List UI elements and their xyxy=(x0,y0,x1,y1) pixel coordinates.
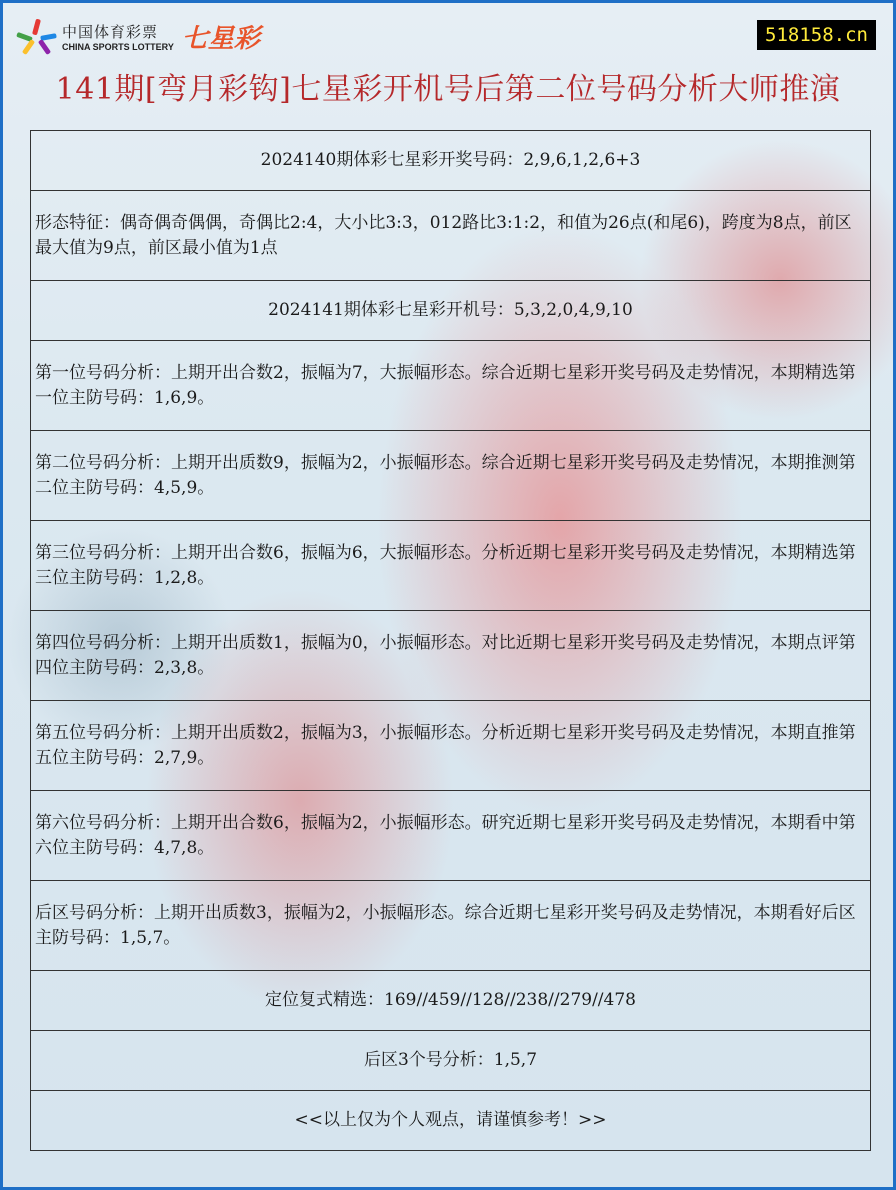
position-1-analysis: 第一位号码分析：上期开出合数2，振幅为7，大振幅形态。综合近期七星彩开奖号码及走势情况，本期精选第一位主防号码：1,6,9。 xyxy=(31,341,871,431)
table-row xyxy=(31,611,871,701)
previous-draw-result: 2024140期体彩七星彩开奖号码：2,9,6,1,2,6+3 xyxy=(31,131,871,191)
back-zone-analysis: 后区号码分析：上期开出质数3，振幅为2，小振幅形态。综合近期七星彩开奖号码及走势情况，本期看好后区主防号码：1,5,7。 xyxy=(31,881,871,971)
site-badge[interactable]: 518158.cn xyxy=(757,20,876,50)
table-row xyxy=(31,1091,871,1151)
analysis-table xyxy=(30,130,871,1151)
position-5-analysis: 第五位号码分析：上期开出质数2，振幅为3，小振幅形态。分析近期七星彩开奖号码及走势情况，本期直推第五位主防号码：2,7,9。 xyxy=(31,701,871,791)
positional-picks: 定位复式精选：169//459//128//238//279//478 xyxy=(31,971,871,1031)
page-title: 141期[弯月彩钩]七星彩开机号后第二位号码分析大师推演 xyxy=(55,72,841,107)
disclaimer: <<以上仅为个人观点，请谨慎参考！>> xyxy=(31,1091,871,1151)
table-row xyxy=(31,281,871,341)
table-row xyxy=(31,431,871,521)
table-row xyxy=(31,341,871,431)
position-3-analysis: 第三位号码分析：上期开出合数6，振幅为6，大振幅形态。分析近期七星彩开奖号码及走势情况，本期精选第三位主防号码：1,2,8。 xyxy=(31,521,871,611)
table-row xyxy=(31,521,871,611)
position-4-analysis: 第四位号码分析：上期开出质数1，振幅为0，小振幅形态。对比近期七星彩开奖号码及走势情况，本期点评第四位主防号码：2,3,8。 xyxy=(31,611,871,701)
pattern-features: 形态特征：偶奇偶奇偶偶，奇偶比2:4，大小比3:3，012路比3:1:2，和值为26点(和尾6)，跨度为8点，前区最大值为9点，前区最小值为1点 xyxy=(31,191,871,281)
logo-cn-text: 中国体育彩票 xyxy=(62,24,159,41)
position-2-analysis: 第二位号码分析：上期开出质数9，振幅为2，小振幅形态。综合近期七星彩开奖号码及走势情况，本期推测第二位主防号码：4,5,9。 xyxy=(31,431,871,521)
position-6-analysis: 第六位号码分析：上期开出合数6，振幅为2，小振幅形态。研究近期七星彩开奖号码及走势情况，本期看中第六位主防号码：4,7,8。 xyxy=(31,791,871,881)
table-row xyxy=(31,791,871,881)
game-logo: 七星彩 xyxy=(181,23,260,53)
back-zone-picks: 后区3个号分析：1,5,7 xyxy=(31,1031,871,1091)
table-row xyxy=(31,881,871,971)
table-row xyxy=(31,131,871,191)
machine-numbers: 2024141期体彩七星彩开机号：5,3,2,0,4,9,10 xyxy=(31,281,871,341)
table-row xyxy=(31,191,871,281)
lottery-star-icon xyxy=(20,19,56,55)
table-row xyxy=(31,1031,871,1091)
table-row xyxy=(31,971,871,1031)
china-sports-lottery-logo xyxy=(20,18,260,55)
logo-en-text: CHINA SPORTS LOTTERY xyxy=(62,42,174,52)
table-row xyxy=(31,701,871,791)
